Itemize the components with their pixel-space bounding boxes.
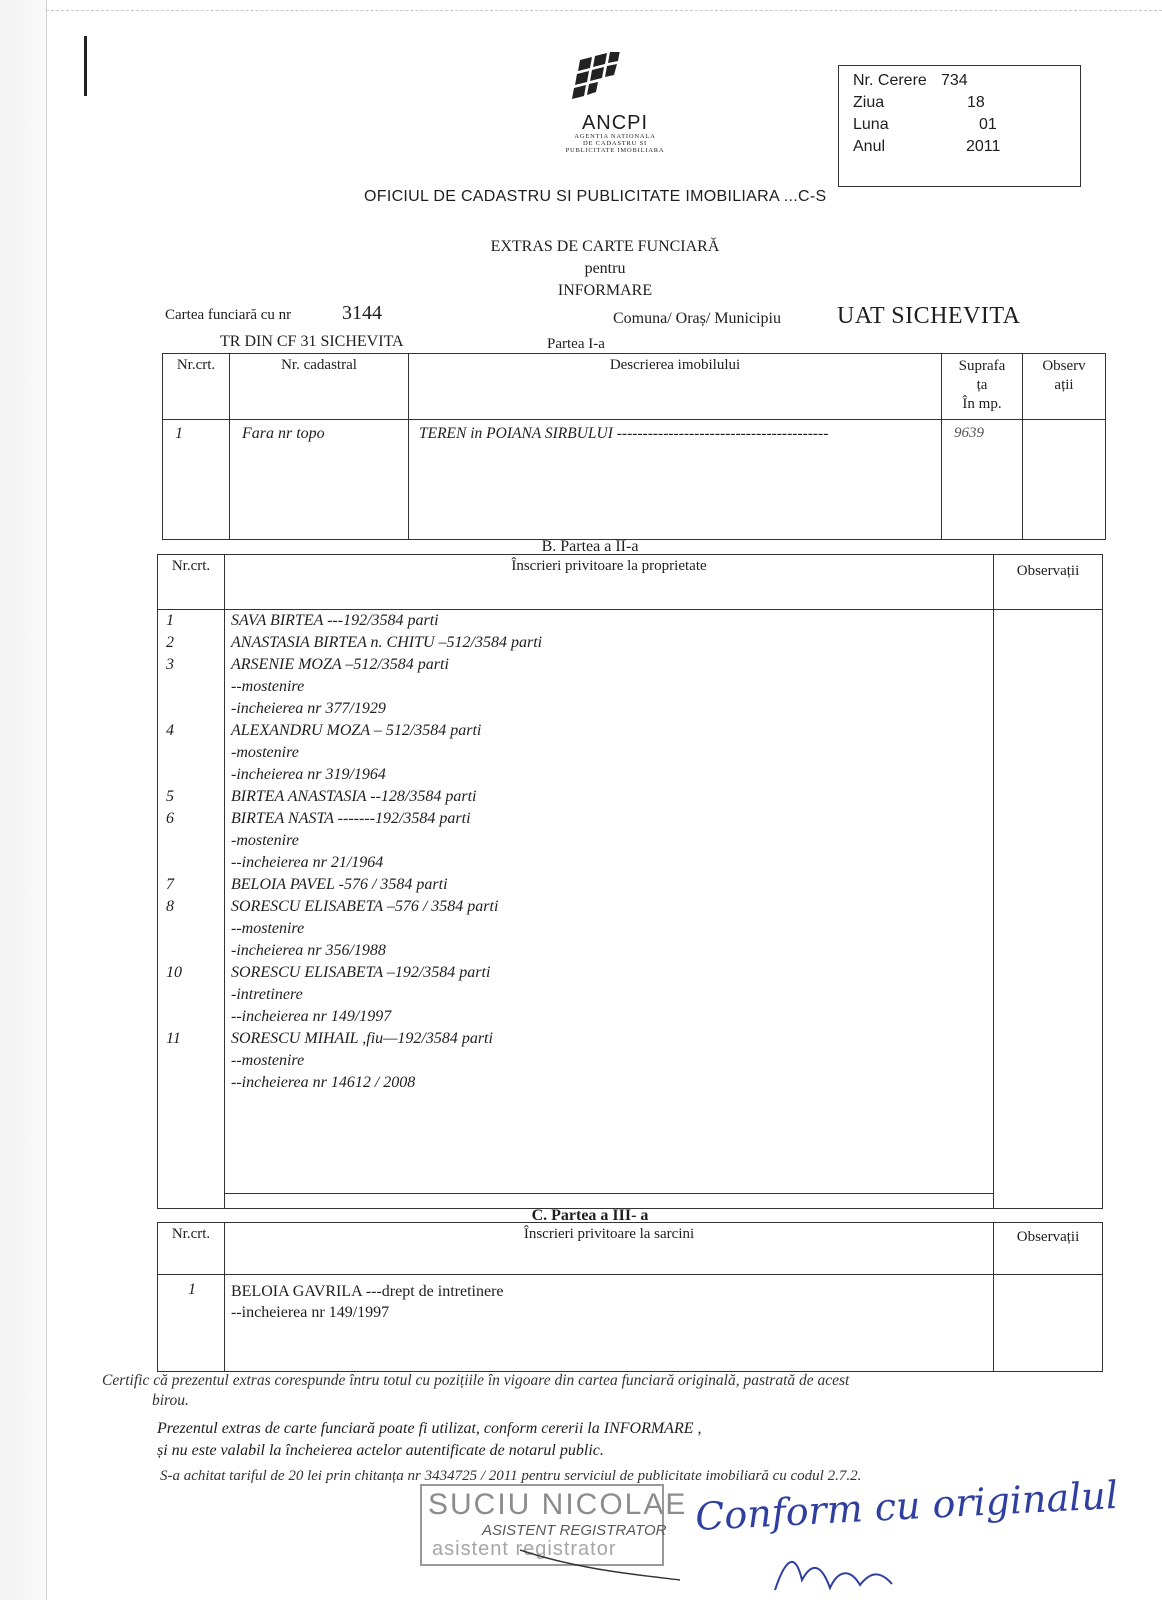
- part2-line-text: ARSENIE MOZA –512/3584 parti: [231, 656, 449, 673]
- part2-line-nr: 6: [166, 810, 174, 827]
- part2-line-text: --incheierea nr 149/1997: [231, 1008, 392, 1025]
- part2-line-nr: [166, 1006, 224, 1028]
- part2-line-text: BELOIA PAVEL -576 / 3584 parti: [231, 876, 448, 893]
- cf-number: 3144: [342, 302, 382, 324]
- part3-row-text: [225, 1275, 994, 1372]
- nr-cerere-value: 734: [941, 72, 968, 89]
- part2-line-text: -incheierea nr 356/1988: [231, 942, 386, 959]
- part3-col-observatii: Observații: [994, 1223, 1103, 1275]
- part2-line-text: ALEXANDRU MOZA – 512/3584 parti: [231, 722, 482, 739]
- part2-entries-column: [225, 610, 994, 1209]
- part2-line-text: ANASTASIA BIRTEA n. CHITU –512/3584 parti: [231, 634, 543, 651]
- part1-col-suprafata: Suprafa ța În mp.: [942, 354, 1023, 420]
- part3-col-inscrieri: Înscrieri privitoare la sarcini: [225, 1223, 994, 1275]
- scan-mark: [84, 36, 87, 96]
- certification-line-2: birou.: [152, 1392, 189, 1409]
- part1-row-descriere: TEREN in POIANA SIRBULUI -----------------------------------------: [409, 420, 942, 540]
- part2-line-nr: [166, 1050, 224, 1072]
- ancpi-logo-icon: [570, 52, 630, 112]
- usage-line-1: Prezentul extras de carte funciară poate fi utilizat, conform cererii la INFORMARE ,: [157, 1420, 702, 1437]
- part2-line-nr: 11: [166, 1030, 181, 1047]
- part1-row-observatii: [1023, 420, 1106, 540]
- stamp-name: SUCIU NICOLAE: [428, 1488, 688, 1521]
- part2-line-nr: 2: [166, 634, 174, 651]
- request-box: [838, 65, 1081, 187]
- part2-line-nr: [166, 940, 224, 962]
- scan-artifact-top: [46, 10, 1162, 41]
- part2-line-nr: 10: [166, 964, 182, 981]
- part2-line-text: --mostenire: [231, 678, 305, 695]
- part2-line-text: -incheierea nr 319/1964: [231, 766, 386, 783]
- partea-1-label: Partea I-a: [547, 336, 605, 352]
- title-line-3: INFORMARE: [557, 282, 653, 299]
- part1-row-nr: 1: [163, 420, 230, 540]
- comuna-label: Comuna/ Oraș/ Municipiu: [613, 310, 781, 327]
- stamp-role: ASISTENT REGISTRATOR: [482, 1522, 667, 1539]
- part2-col-nr: Nr.crt.: [158, 555, 225, 610]
- ziua-value: 18: [967, 94, 985, 111]
- table-row: [158, 1275, 1103, 1372]
- luna-value: 01: [979, 116, 997, 133]
- anul-label: Anul: [853, 138, 886, 155]
- part2-line-text: -intretinere: [231, 986, 303, 1003]
- agency-subtitle: AGENTIA NATIONALA DE CADASTRU SI PUBLICITATE IMOBILIARA: [565, 133, 665, 154]
- part2-inner-rule: [225, 1193, 993, 1194]
- luna-label: Luna: [853, 116, 889, 133]
- part2-nr-column: [158, 610, 225, 1209]
- part2-line-text: -incheierea nr 377/1929: [231, 700, 386, 717]
- part3-table: [157, 1222, 1103, 1372]
- part2-line-nr: [166, 764, 224, 786]
- part1-row-cadastral: Fara nr topo: [230, 420, 409, 540]
- certification-text: [102, 1371, 1122, 1411]
- part2-line-text: BIRTEA ANASTASIA --128/3584 parti: [231, 788, 477, 805]
- part2-line-nr: [166, 1072, 224, 1094]
- part2-line-nr: [166, 676, 224, 698]
- part2-line-nr: [166, 742, 224, 764]
- part2-line-nr: [166, 830, 224, 852]
- part2-table: [157, 554, 1103, 1209]
- part2-line-text: -mostenire: [231, 832, 299, 849]
- cf-label: Cartea funciară cu nr: [165, 307, 292, 323]
- part2-line-text: --incheierea nr 14612 / 2008: [231, 1074, 416, 1091]
- stamp-bottom: asistent registrator: [432, 1538, 617, 1560]
- part2-line-text: -mostenire: [231, 744, 299, 761]
- part2-line-nr: 4: [166, 722, 174, 739]
- part2-line-nr: [166, 918, 224, 940]
- part1-col-observatii: Observ ații: [1023, 354, 1106, 420]
- part2-line-nr: [166, 698, 224, 720]
- part2-line-text: --mostenire: [231, 920, 305, 937]
- usage-text: [157, 1418, 1107, 1462]
- part2-line-nr: 8: [166, 898, 174, 915]
- agency-name: ANCPI: [581, 112, 649, 134]
- part2-line-nr: [166, 852, 224, 874]
- part2-line-text: BIRTEA NASTA -------192/3584 parti: [231, 810, 471, 827]
- certification-line-1: Certific că prezentul extras corespunde întru totul cu pozițiile în vigoare din cartea funciară originală, pastrată de acest: [102, 1372, 850, 1389]
- part3-row-observatii: [994, 1275, 1103, 1372]
- fee-text: S-a achitat tariful de 20 lei prin chitanța nr 3434725 / 2011 pentru serviciul de publicitate imobiliară cu codul 2.7.2.: [160, 1468, 862, 1484]
- part2-line-nr: 3: [166, 656, 174, 673]
- usage-line-2: și nu este valabil la încheierea actelor autentificate de notarul public.: [157, 1442, 604, 1459]
- part1-col-nr: Nr.crt.: [163, 354, 230, 420]
- office-title: OFICIUL DE CADASTRU SI PUBLICITATE IMOBILIARA ...C-S: [364, 188, 827, 205]
- cf-origin: TR DIN CF 31 SICHEVITA: [220, 333, 404, 350]
- part2-line-text: SORESCU ELISABETA –576 / 3584 parti: [231, 898, 499, 915]
- part1-col-cadastral: Nr. cadastral: [230, 354, 409, 420]
- part2-line-text: SAVA BIRTEA ---192/3584 parti: [231, 612, 439, 629]
- part3-row-line1: BELOIA GAVRILA ---drept de intretinere: [231, 1283, 504, 1300]
- part3-title: C. Partea a III- a: [531, 1207, 649, 1224]
- handwritten-annotation: Conform cu originalul: [694, 1472, 1119, 1540]
- part2-line-nr: 5: [166, 788, 174, 805]
- title-line-1: EXTRAS DE CARTE FUNCIARĂ: [490, 238, 720, 255]
- part2-col-inscrieri: Înscrieri privitoare la proprietate: [225, 555, 994, 610]
- part2-title: B. Partea a II-a: [541, 538, 639, 555]
- part2-col-observatii: Observații: [994, 555, 1103, 610]
- part3-row-nr: 1: [158, 1275, 225, 1372]
- part2-line-nr: 7: [166, 876, 174, 893]
- part1-table: [162, 353, 1106, 540]
- signature-icon: [520, 1510, 920, 1600]
- title-line-2: pentru: [584, 260, 626, 277]
- part3-row-line2: --incheierea nr 149/1997: [231, 1304, 390, 1321]
- table-row: [163, 420, 1106, 540]
- nr-cerere-label: Nr. Cerere: [853, 72, 927, 89]
- part2-line-text: --incheierea nr 21/1964: [231, 854, 384, 871]
- part3-col-nr: Nr.crt.: [158, 1223, 225, 1275]
- scan-left-edge: [0, 0, 47, 1600]
- uat-name: UAT SICHEVITA: [837, 303, 1021, 329]
- anul-value: 2011: [966, 138, 1001, 155]
- part2-line-nr: [166, 984, 224, 1006]
- part2-line-nr: 1: [166, 612, 174, 629]
- document-title: [360, 236, 850, 302]
- part2-line-text: SORESCU ELISABETA –192/3584 parti: [231, 964, 491, 981]
- part2-line-text: SORESCU MIHAIL ,fiu—192/3584 parti: [231, 1030, 493, 1047]
- part2-observatii-cell: [994, 610, 1103, 1209]
- part1-col-descriere: Descrierea imobilului: [409, 354, 942, 420]
- ziua-label: Ziua: [853, 94, 885, 111]
- part1-row-suprafata: 9639: [942, 420, 1023, 540]
- part2-line-text: --mostenire: [231, 1052, 305, 1069]
